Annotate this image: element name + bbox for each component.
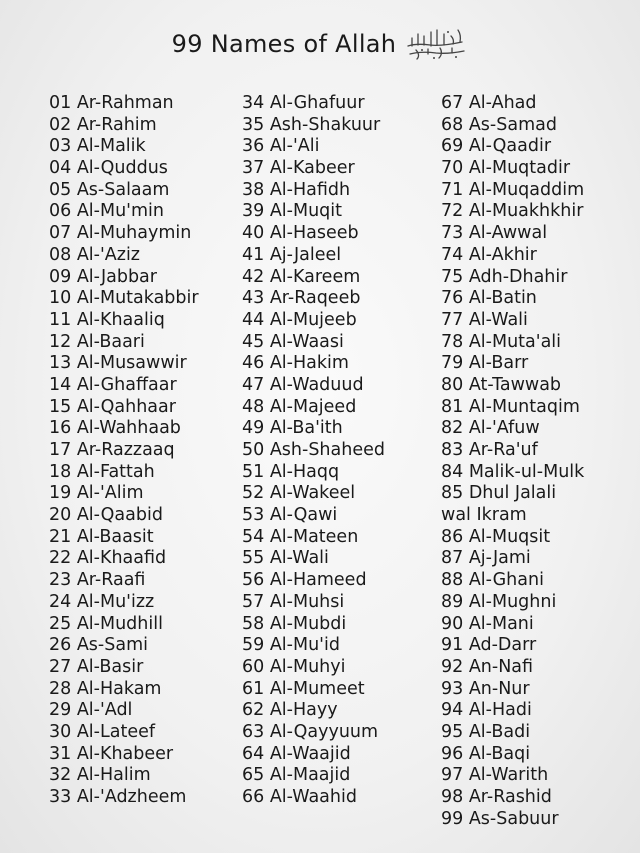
name-item: 59 Al-Mu'id	[242, 635, 340, 656]
name-item: 36 Al-'Ali	[242, 136, 320, 157]
name-item: 42 Al-Kareem	[242, 266, 361, 287]
name-item: 79 Al-Barr	[441, 353, 529, 374]
name-item: 03 Al-Malik	[49, 136, 146, 157]
name-item: 87 Aj-Jami	[441, 548, 531, 569]
name-item: 08 Al-'Aziz	[49, 244, 140, 265]
name-item: 54 Al-Mateen	[242, 526, 359, 547]
name-item: 21 Al-Baasit	[49, 526, 154, 547]
name-item: 56 Al-Hameed	[242, 570, 367, 591]
name-item: 27 Al-Basir	[49, 656, 144, 677]
name-item: 07 Al-Muhaymin	[49, 223, 192, 244]
name-item: 98 Ar-Rashid	[441, 787, 552, 807]
name-item: 65 Al-Maajid	[242, 765, 351, 786]
name-item: 25 Al-Mudhill	[49, 613, 163, 634]
names-column-1	[49, 93, 199, 809]
name-item: 57 Al-Muhsi	[242, 591, 345, 612]
name-item: 51 Al-Haqq	[242, 461, 340, 482]
name-item: 82 Al-'Afuw	[441, 418, 540, 439]
name-item: 05 As-Salaam	[49, 179, 170, 200]
name-item: 74 Al-Akhir	[441, 244, 537, 265]
name-item: 23 Ar-Raafi	[49, 570, 146, 591]
name-item: 31 Al-Khabeer	[49, 743, 174, 764]
name-item: 50 Ash-Shaheed	[242, 440, 385, 460]
name-item: 55 Al-Wali	[242, 548, 329, 569]
name-item: 12 Al-Baari	[49, 331, 145, 352]
name-item: 96 Al-Baqi	[441, 743, 531, 764]
name-item: 28 Al-Hakam	[49, 678, 162, 699]
name-item: 61 Al-Mumeet	[242, 678, 365, 699]
name-item: 91 Ad-Darr	[441, 635, 537, 656]
page-title: 99 Names of Allah	[171, 30, 397, 58]
name-item: 30 Al-Lateef	[49, 721, 156, 742]
name-item: 04 Al-Quddus	[49, 158, 168, 179]
name-item: 97 Al-Warith	[441, 765, 549, 786]
name-item: 47 Al-Waduud	[242, 374, 364, 395]
name-item: 99 As-Sabuur	[441, 808, 559, 829]
name-item: 29 Al-'Adl	[49, 700, 133, 721]
name-item: 89 Al-Mughni	[441, 591, 557, 612]
name-item: 43 Ar-Raqeeb	[242, 288, 361, 309]
name-item: 71 Al-Muqaddim	[441, 179, 585, 200]
name-item: 76 Al-Batin	[441, 288, 537, 309]
calligraphy-icon	[404, 24, 468, 64]
name-item: 32 Al-Halim	[49, 765, 151, 786]
name-item: 72 Al-Muakhkhir	[441, 201, 584, 222]
name-item: 66 Al-Waahid	[242, 787, 357, 807]
name-item: 22 Al-Khaafid	[49, 548, 167, 569]
name-item: 34 Al-Ghafuur	[242, 93, 365, 113]
name-item: 70 Al-Muqtadir	[441, 158, 571, 179]
name-item: 67 Al-Ahad	[441, 93, 537, 113]
name-item: 44 Al-Mujeeb	[242, 309, 357, 330]
name-item: 09 Al-Jabbar	[49, 266, 157, 287]
name-item: 58 Al-Mubdi	[242, 613, 347, 634]
name-item: 83 Ar-Ra'uf	[441, 440, 538, 460]
name-item: 52 Al-Wakeel	[242, 483, 356, 504]
name-item: 93 An-Nur	[441, 678, 530, 699]
name-item: 60 Al-Muhyi	[242, 656, 346, 677]
name-item: 33 Al-'Adzheem	[49, 787, 187, 807]
name-item: 94 Al-Hadi	[441, 700, 532, 721]
name-item: 92 An-Nafi	[441, 656, 534, 677]
name-item: 53 Al-Qawi	[242, 505, 338, 526]
name-item: 13 Al-Musawwir	[49, 353, 187, 374]
name-item: 20 Al-Qaabid	[49, 505, 163, 526]
name-item: 02 Ar-Rahim	[49, 114, 157, 135]
name-item: 80 At-Tawwab	[441, 374, 562, 395]
name-item: 35 Ash-Shakuur	[242, 114, 381, 135]
name-item: 41 Aj-Jaleel	[242, 244, 342, 265]
name-item: 49 Al-Ba'ith	[242, 418, 343, 439]
name-item: 19 Al-'Alim	[49, 483, 144, 504]
name-item: 06 Al-Mu'min	[49, 201, 164, 222]
name-item: 63 Al-Qayyuum	[242, 721, 379, 742]
name-item: 86 Al-Muqsit	[441, 526, 551, 547]
name-item: 75 Adh-Dhahir	[441, 266, 568, 287]
name-item: 64 Al-Waajid	[242, 743, 351, 764]
name-item: 24 Al-Mu'izz	[49, 591, 155, 612]
name-item: 15 Al-Qahhaar	[49, 396, 176, 417]
name-item: 18 Al-Fattah	[49, 461, 155, 482]
name-item: 46 Al-Hakim	[242, 353, 349, 374]
name-item: 48 Al-Majeed	[242, 396, 357, 417]
name-item: 62 Al-Hayy	[242, 700, 338, 721]
name-item: 14 Al-Ghaffaar	[49, 374, 177, 395]
name-item: wal Ikram	[441, 505, 527, 526]
name-item: 45 Al-Waasi	[242, 331, 344, 352]
name-item: 88 Al-Ghani	[441, 570, 544, 591]
name-item: 78 Al-Muta'ali	[441, 331, 562, 352]
header	[0, 22, 640, 66]
name-item: 26 As-Sami	[49, 635, 148, 656]
names-column-2	[242, 93, 385, 809]
name-item: 39 Al-Muqit	[242, 201, 343, 222]
name-item: 90 Al-Mani	[441, 613, 534, 634]
name-item: 69 Al-Qaadir	[441, 136, 552, 157]
name-item: 77 Al-Wali	[441, 309, 528, 330]
name-item: 37 Al-Kabeer	[242, 158, 355, 179]
name-item: 10 Al-Mutakabbir	[49, 288, 199, 309]
name-item: 17 Ar-Razzaaq	[49, 440, 175, 460]
name-item: 11 Al-Khaaliq	[49, 309, 165, 330]
name-item: 40 Al-Haseeb	[242, 223, 359, 244]
name-item: 68 As-Samad	[441, 114, 557, 135]
name-item: 85 Dhul Jalali	[441, 483, 557, 504]
name-item: 73 Al-Awwal	[441, 223, 548, 244]
name-item: 84 Malik-ul-Mulk	[441, 461, 585, 482]
name-item: 01 Ar-Rahman	[49, 93, 174, 113]
name-item: 81 Al-Muntaqim	[441, 396, 580, 417]
name-item: 38 Al-Hafidh	[242, 179, 351, 200]
name-item: 16 Al-Wahhaab	[49, 418, 181, 439]
name-item: 95 Al-Badi	[441, 721, 531, 742]
names-column-3	[441, 93, 584, 830]
